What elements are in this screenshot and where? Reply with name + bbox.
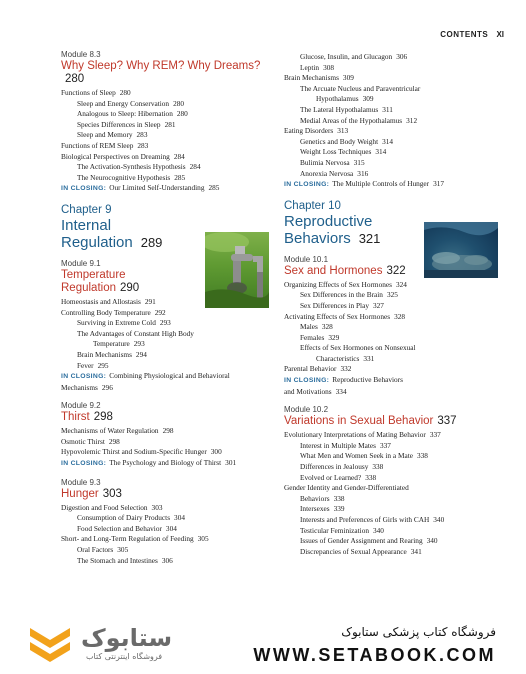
module-label: Module 9.3 <box>61 477 101 487</box>
header-title: CONTENTS <box>440 30 489 39</box>
toc-entry: The Arcuate Nucleus and Paraventricular <box>300 83 421 93</box>
toc-left-column <box>61 50 268 566</box>
logo-chevron-icon <box>26 622 76 666</box>
toc-entry: Analogous to Sleep: Hibernation 280 <box>77 109 188 119</box>
toc-entry: The Activation-Synthesis Hypothesis 284 <box>77 162 201 172</box>
logo-subtitle: فروشگاه اینترنتی کتاب <box>86 652 163 661</box>
in-closing-entry: IN CLOSING: Our Limited Self-Understanding 285 <box>61 183 220 193</box>
toc-entry: Gender Identity and Gender-Differentiated <box>284 483 409 493</box>
toc-entry: Mechanisms of Water Regulation 298 <box>61 426 174 436</box>
chapter-label: Chapter 9 <box>61 203 112 216</box>
module-title: Temperature <box>61 268 126 281</box>
toc-entry: Homeostasis and Allostasis 291 <box>61 296 156 306</box>
in-closing-entry: IN CLOSING: Reproductive Behaviors <box>284 375 403 385</box>
store-url[interactable]: WWW.SETABOOK.COM <box>253 645 496 665</box>
faucet-photo <box>205 232 269 308</box>
toc-entry: Controlling Body Temperature 292 <box>61 307 166 317</box>
toc-entry: Fever 295 <box>77 360 109 370</box>
toc-entry: Eating Disorders 313 <box>284 126 349 136</box>
chapter-title: Regulation 289 <box>61 233 163 251</box>
toc-entry-continued: Temperature 293 <box>93 339 145 349</box>
toc-entry: Testicular Feminization 340 <box>300 525 384 535</box>
module-label: Module 9.2 <box>61 401 101 411</box>
toc-entry: Hypovolemic Thirst and Sodium-Specific Hunger 300 <box>61 447 222 457</box>
toc-entry: Sleep and Memory 283 <box>77 130 148 140</box>
toc-entry: Bulimia Nervosa 315 <box>300 157 365 167</box>
toc-entry-continued: Hypothalamus 309 <box>316 94 374 104</box>
toc-entry: Effects of Sex Hormones on Nonsexual <box>300 343 416 353</box>
toc-entry: Differences in Jealousy 338 <box>300 462 384 472</box>
module-label: Module 10.2 <box>284 405 329 415</box>
in-closing-entry-continued: and Motivations 334 <box>284 386 347 396</box>
toc-entry: Interest in Multiple Mates 337 <box>300 440 391 450</box>
toc-entry: The Stomach and Intestines 306 <box>77 555 173 565</box>
toc-entry: Digestion and Food Selection 303 <box>61 502 163 512</box>
module-title: Variations in Sexual Behavior 337 <box>284 415 457 428</box>
in-closing-entry-continued: Mechanisms 296 <box>61 382 113 392</box>
toc-entry: Issues of Gender Assignment and Rearing 340 <box>300 536 438 546</box>
chapter-title: Behaviors 321 <box>284 229 381 247</box>
toc-entry: What Men and Women Seek in a Mate 338 <box>300 451 428 461</box>
chapter-title: Reproductive <box>284 212 373 230</box>
running-header <box>440 30 504 39</box>
toc-entry: Sleep and Energy Conservation 280 <box>77 98 185 108</box>
toc-entry: Species Differences in Sleep 281 <box>77 119 176 129</box>
toc-entry: Functions of Sleep 280 <box>61 88 131 97</box>
module-title: Why Sleep? Why REM? Why Dreams?280 <box>61 60 261 85</box>
toc-entry: Brain Mechanisms 309 <box>284 73 354 83</box>
toc-entry: Surviving in Extreme Cold 293 <box>77 318 171 328</box>
toc-entry: Males 328 <box>300 322 333 332</box>
underwater-photo <box>424 222 498 278</box>
toc-entry: Activating Effects of Sex Hormones 328 <box>284 311 406 321</box>
toc-entry: Short- and Long-Term Regulation of Feeding 305 <box>61 534 209 544</box>
module-label: Module 9.1 <box>61 258 101 268</box>
toc-entry: Evolutionary Interpretations of Mating Behavior 337 <box>284 430 441 440</box>
toc-entry: Evolved or Learned? 338 <box>300 472 377 482</box>
toc-entry-continued: Characteristics 331 <box>316 353 375 363</box>
setabook-logo <box>26 622 176 666</box>
module-title: Hunger 303 <box>61 487 122 500</box>
toc-entry: Intersexes 339 <box>300 504 345 514</box>
toc-entry: Discrepancies of Sexual Appearance 341 <box>300 546 422 556</box>
logo-word: ستابوک <box>81 624 173 652</box>
toc-entry: Sex Differences in the Brain 325 <box>300 290 398 300</box>
module-label: Module 10.1 <box>284 254 329 264</box>
toc-entry: Interests and Preferences of Girls with CAH 340 <box>300 515 445 524</box>
toc-entry: Glucose, Insulin, and Glucagon 306 <box>300 52 408 61</box>
toc-entry: The Advantages of Constant High Body <box>77 328 194 338</box>
toc-entry: Parental Behavior 332 <box>284 364 352 374</box>
toc-entry: Food Selection and Behavior 304 <box>77 523 177 533</box>
toc-entry: Weight Loss Techniques 314 <box>300 147 387 157</box>
toc-entry-continued: Behaviors 338 <box>300 493 345 503</box>
toc-entry: Organizing Effects of Sex Hormones 324 <box>284 279 407 289</box>
toc-entry: Sex Differences in Play 327 <box>300 300 384 310</box>
toc-entry: Osmotic Thirst 298 <box>61 436 120 446</box>
module-label: Module 8.3 <box>61 50 101 59</box>
in-closing-entry: IN CLOSING: The Psychology and Biology of Thirst 301 <box>61 458 237 468</box>
module-title: Sex and Hormones 322 <box>284 264 406 277</box>
toc-entry: Consumption of Dairy Products 304 <box>77 513 185 523</box>
module-title: Thirst 298 <box>61 411 113 424</box>
toc-entry: Medial Areas of the Hypothalamus 312 <box>300 115 418 125</box>
chapter-label: Chapter 10 <box>284 199 341 212</box>
in-closing-entry: IN CLOSING: Combining Physiological and Behavioral <box>61 371 230 381</box>
toc-entry: Leptin 308 <box>300 62 335 72</box>
module-title: Regulation 290 <box>61 281 140 294</box>
header-page-number: XI <box>496 30 504 39</box>
toc-entry: The Lateral Hypothalamus 311 <box>300 104 393 114</box>
store-title: فروشگاه کتاب پزشکی ستابوک <box>341 625 496 639</box>
toc-entry: Genetics and Body Weight 314 <box>300 136 394 146</box>
toc-entry: Anorexia Nervosa 316 <box>300 168 369 178</box>
toc-entry: Oral Factors 305 <box>77 545 129 555</box>
chapter-title: Internal <box>61 216 112 234</box>
toc-entry: Brain Mechanisms 294 <box>77 349 147 359</box>
toc-entry: Females 329 <box>300 332 340 342</box>
toc-right-column <box>284 52 500 557</box>
watermark-footer <box>0 612 526 674</box>
toc-entry: The Neurocognitive Hypothesis 285 <box>77 172 186 182</box>
toc-entry: Functions of REM Sleep 283 <box>61 140 149 150</box>
toc-entry: Biological Perspectives on Dreaming 284 <box>61 151 185 161</box>
in-closing-entry: IN CLOSING: The Multiple Controls of Hunger 317 <box>284 179 445 189</box>
